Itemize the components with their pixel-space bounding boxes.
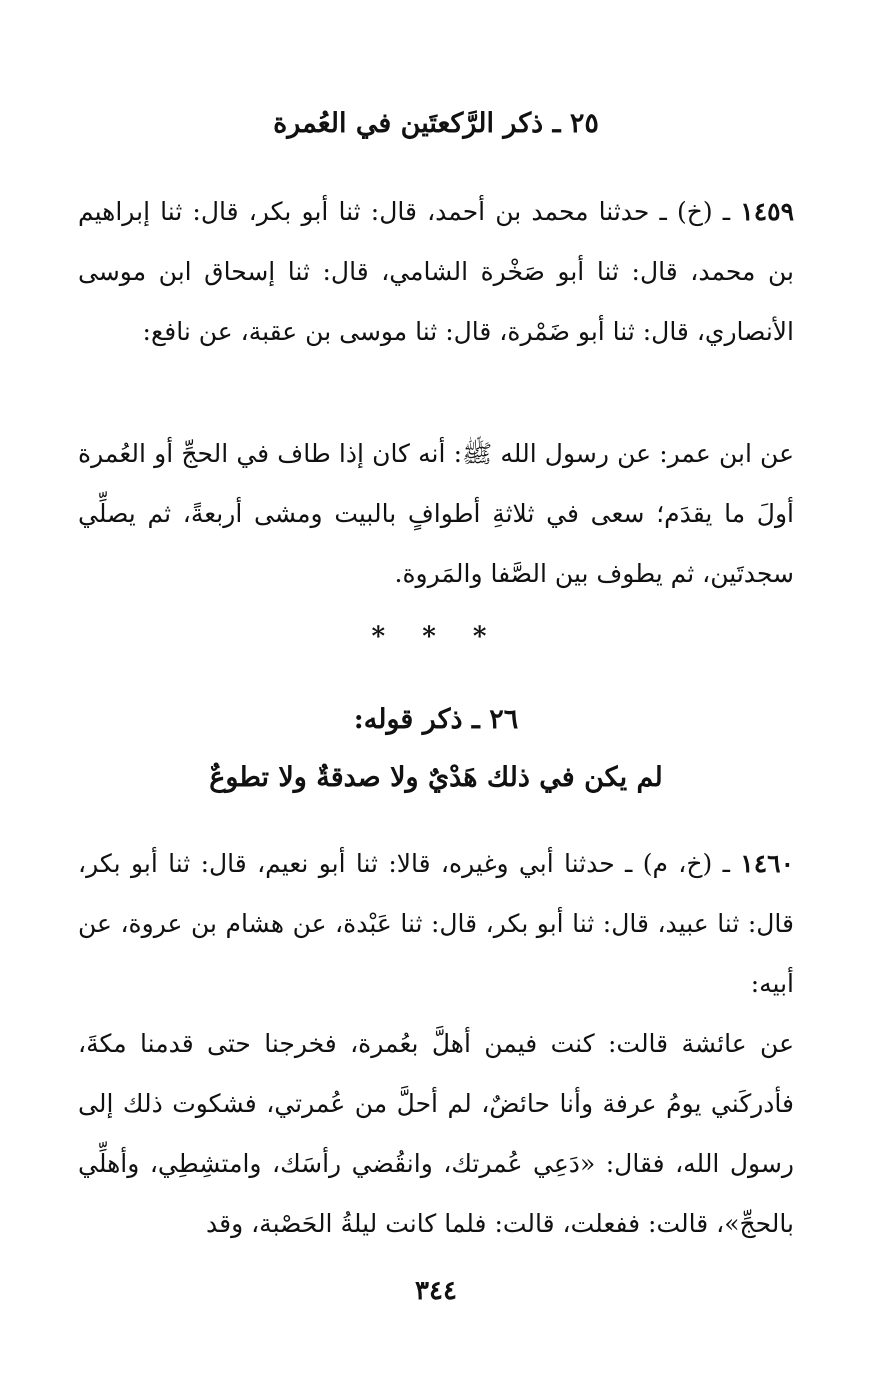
hadith-isnad-text: ـ (خ) ـ حدثنا محمد بن أحمد، قال: ثنا أبو بكر، قال: ثنا إبراهيم بن محمد، قال: ثنا أبو صَخْرة الشامي، قال: ثنا إسحاق ابن موسى الأنصاري، قال: ثنا أبو ضَمْرة، قال: ثنا موسى بن عقبة، عن نافع: xyxy=(78,197,794,346)
hadith-isnad-text: ـ (خ، م) ـ حدثنا أبي وغيره، قالا: ثنا أبو نعيم، قال: ثنا أبو بكر، قال: ثنا عبيد، قال: ثنا أبو بكر، قال: ثنا عَبْدة، عن هشام بن عروة، عن أبيه: xyxy=(78,849,794,998)
section-separator: * * * xyxy=(371,622,501,652)
section-26-subheading: لم يكن في ذلك هَدْيٌ ولا صدقةٌ ولا تطوعٌ xyxy=(209,762,663,793)
section-25-heading: ٢٥ ـ ذكر الرَّكعتَين في العُمرة xyxy=(273,108,599,139)
hadith-1460-matn: عن عائشة قالت: كنت فيمن أهلَّ بعُمرة، فخرجنا حتى قدمنا مكةَ، فأدركَني يومُ عرفة وأنا حائضٌ، لم أحلَّ من عُمرتي، فشكوت ذلك إلى رسول الله، فقال: «دَعِي عُمرتك، وانقُضي رأسَك، وامتشِطِي، وأهلِّي بالحجِّ»، قالت: ففعلت، قالت: فلما كانت ليلةُ الحَصْبة، وقد xyxy=(78,1029,794,1238)
hadith-1459-matn: عن ابن عمر: عن رسول الله ﷺ: أنه كان إذا طاف في الحجِّ أو العُمرة أولَ ما يقدَم؛ سعى في ثلاثةِ أطوافٍ بالبيت ومشى أربعةً، ثم يصلِّي سجدتَين، ثم يطوف بين الصَّفا والمَروة. xyxy=(78,439,795,588)
hadith-number: ١٤٦٠ xyxy=(740,849,794,878)
section-26-heading: ٢٦ ـ ذكر قوله: xyxy=(353,704,519,735)
hadith-1460-isnad xyxy=(78,834,794,1014)
page-number: ٣٤٤ xyxy=(415,1276,457,1306)
hadith-number: ١٤٥٩ xyxy=(740,197,794,226)
hadith-1459-isnad xyxy=(78,182,794,362)
